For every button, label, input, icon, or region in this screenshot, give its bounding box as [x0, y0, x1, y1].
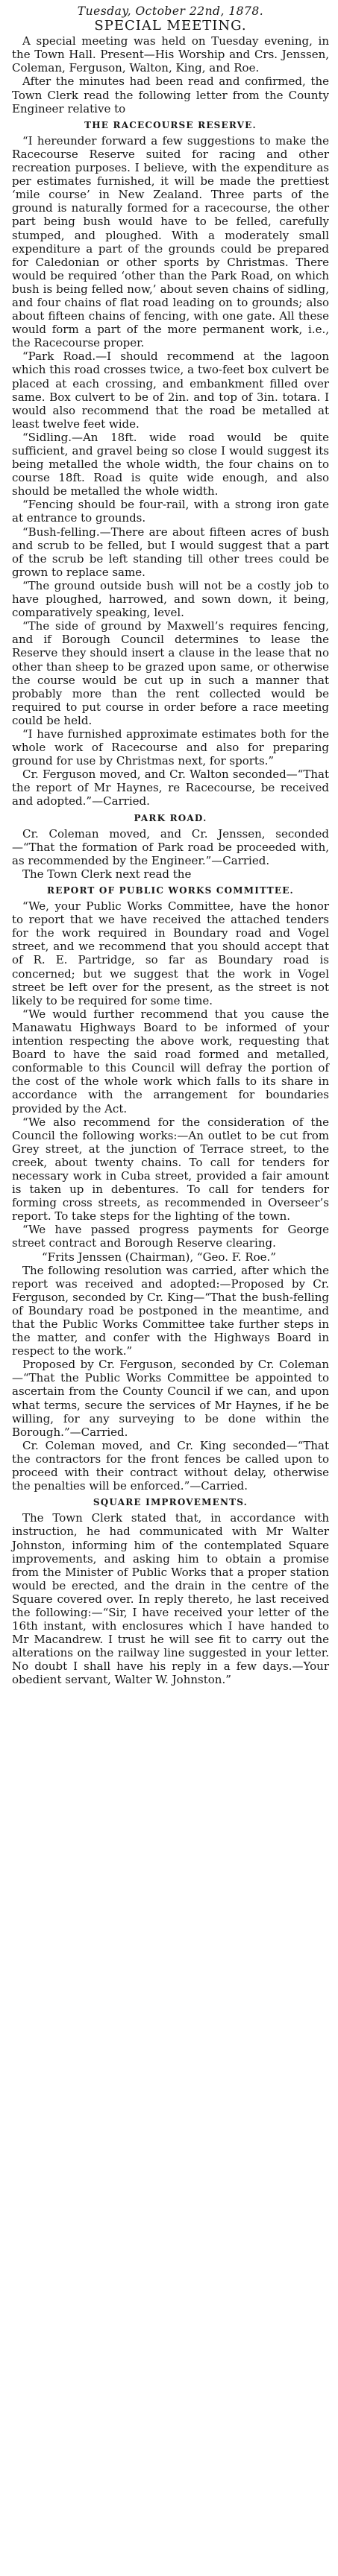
body-paragraph: The following resolution was carried, after which the report was received and adopted:—Proposed by Cr. Ferguson, seconded by Cr. King—“That the bush-felling of Boundary road be postponed in the meantime, and that the Public Works Committee take further steps in the matter, and confer with the Highways Board in respect to the work.” [12, 1263, 329, 1358]
body-paragraph: The Town Clerk next read the [22, 867, 192, 881]
body-paragraph: Proposed by Cr. Ferguson, seconded by Cr. Coleman—“That the Public Works Committee be appointed to ascertain from the County Council if we can, and upon what terms, secure the services of Mr Haynes, if he be willing, for any surveying to be done within the Borough.”—Carried. [12, 1358, 329, 1439]
section-heading-park-road: PARK ROAD. [134, 812, 207, 823]
body-paragraph: “We, your Public Works Committee, have the honor to report that we have received the attached tenders for the work required in Boundary road and Vogel street, and we recommend that you should accept that of R. E. Partridge, so far as Boundary road is concerned; but we suggest that the work in Vogel street be left over for the present, as the street is not likely to be required for some time. [12, 899, 329, 1007]
intro-paragraph: After the minutes had been read and confirmed, the Town Clerk read the following letter from the County Engineer relative to [12, 75, 329, 115]
article-title: SPECIAL MEETING. [94, 18, 247, 34]
section-heading-public-works: REPORT OF PUBLIC WORKS COMMITTEE. [47, 885, 294, 896]
body-paragraph: “I hereunder forward a few suggestions to make the Racecourse Reserve suited for racing and other recreation purposes. I believe, with the expenditure as per estimates furnished, it will be made the prettiest ‘mile course’ in New Zealand. Three parts of the ground is naturally formed for a racecourse, the other part being bush would have to be felled, carefully stumped, and ploughed. With a moderately small expenditure a part of the grounds could be prepared for Caledonian or other sports by Christmas. There would be required ‘other than the Park Road, on which bush is being felled now,’ about seven chains of sidling, and four chains of flat road leading on to grounds; also about fifteen chains of fencing, with one gate. All these would form a part of the more permanent work, i.e., the Racecourse proper. [12, 133, 329, 350]
body-paragraph: “The ground outside bush will not be a costly job to have ploughed, harrowed, and sown down, it being, comparatively speaking, level. [12, 578, 329, 620]
body-paragraph: The Town Clerk stated that, in accordance with instruction, he had communicated with Mr Walter Johnston, informing him of the contemplated Square improvements, and asking him to obtain a promise from the Minister of Public Works that a proper station would be erected, and the drain in the centre of the Square covered over. In reply thereto, he last received the following:—“Sir, I have received your letter of the 16th instant, with enclosures which I have handed to Mr Macandrew. I trust he will see fit to carry out the alterations on the railway line suggested in your letter. No doubt I shall have his reply in a few days.—Your obedient servant, Walter W. Johnston.” [12, 1511, 329, 1687]
body-paragraph: “We would further recommend that you cause the Manawatu Highways Board to be informed of your intention respecting the above work, requesting that Board to have the said road formed and metalled, conformable to this Council will defray the portion of the cost of the whole work which falls to its share in accordance with the arrangement for boundaries provided by the Act. [12, 1007, 329, 1115]
body-paragraph: “Park Road.—I should recommend at the lagoon which this road crosses twice, a two-feet box culvert be placed at each crossing, and embankment filled over same. Box culvert to be of 2in. and top of 3in. totara. I would also recommend that the road be metalled at least twelve feet wide. [12, 349, 329, 431]
body-paragraph: Cr. Coleman moved, and Cr. King seconded—“That the contractors for the front fences be called upon to proceed with their contract without delay, otherwise the penalties will be enforced.”—Carried. [12, 1438, 329, 1493]
section-heading-square-improvements: SQUARE IMPROVEMENTS. [93, 1497, 248, 1508]
body-paragraph: “The side of ground by Maxwell’s requires fencing, and if Borough Council determines to lease the Reserve they should insert a clause in the lease that no other than sheep to be grazed upon same, or otherwise the course would be cut up in such a manner that probably more than the rent collected would be required to put course in order before a race meeting could be held. [12, 619, 329, 727]
body-paragraph: Cr. Ferguson moved, and Cr. Walton seconded—“That the report of Mr Haynes, re Racecourse, be received and adopted.”—Carried. [12, 768, 329, 808]
body-paragraph: “We have passed progress payments for George street contract and Borough Reserve clearing. [12, 1223, 329, 1250]
report-signature: “Frits Jenssen (Chairman), “Geo. F. Roe.” [42, 1250, 276, 1264]
body-paragraph: “Bush-felling.—There are about fifteen acres of bush and scrub to be felled, but I would suggest that a part of the scrub be left standing till other trees could be grown to replace same. [12, 525, 329, 579]
body-paragraph: “Sidling.—An 18ft. wide road would be quite sufficient, and gravel being so close I would suggest its being metalled the whole width, the four chains on to course 18ft. Road is quite wide enough, and also should be metalled the whole width. [12, 430, 329, 499]
intro-paragraph: A special meeting was held on Tuesday evening, in the Town Hall. Present—His Worship and Crs. Jenssen, Coleman, Ferguson, Walton, King, and Roe. [12, 34, 329, 75]
body-paragraph: “I have furnished approximate estimates both for the whole work of Racecourse and also for preparing ground for use by Christmas next, for sports.” [12, 727, 329, 768]
body-paragraph: Cr. Coleman moved, and Cr. Jenssen, seconded—“That the formation of Park road be proceeded with, as recommended by the Engineer.”—Carried. [12, 826, 329, 867]
dateline: Tuesday, October 22nd, 1878. [77, 4, 264, 18]
body-paragraph: “We also recommend for the consideration of the Council the following works:—An outlet to be cut from Grey street, at the junction of Terrace street, to the creek, about twenty chains. To call for tenders for necessary work in Cuba street, provided a fair amount is taken up in debentures. To call for tenders for forming cross streets, as recommended in Overseer’s report. To take steps for the lighting of the town. [12, 1115, 329, 1224]
section-heading-racecourse: THE RACECOURSE RESERVE. [84, 119, 257, 130]
body-paragraph: “Fencing should be four-rail, with a strong iron gate at entrance to grounds. [12, 498, 329, 525]
